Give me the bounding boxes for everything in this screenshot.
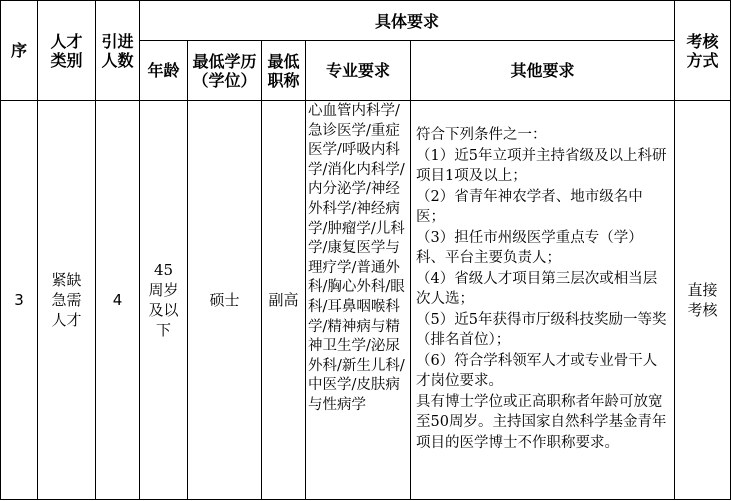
- other-line: （2）省青年神农学者、地市级名中医；: [416, 188, 643, 225]
- header-category: 人才类别: [38, 1, 96, 101]
- header-age: 年龄: [140, 41, 188, 101]
- cell-education: 硕士: [188, 101, 262, 500]
- cell-seq: 3: [1, 101, 38, 500]
- header-assessment: 考核方式: [675, 1, 731, 101]
- cell-assessment: 直接考核: [675, 101, 731, 500]
- other-line: （4）省级人才项目第三层次或相当层次人选；: [416, 270, 658, 307]
- header-seq: 序: [1, 1, 38, 101]
- cell-count: 4: [96, 101, 140, 500]
- header-other: 其他要求: [411, 41, 675, 101]
- other-line: 符合下列条件之一：: [416, 127, 547, 143]
- header-requirements: 具体要求: [140, 1, 675, 41]
- header-education: 最低学历（学位）: [188, 41, 262, 101]
- other-line: （6）符合学科领军人才或专业骨干人才岗位要求。: [416, 352, 658, 389]
- cell-category: 紧缺急需人才: [38, 101, 96, 500]
- other-line: （5）近5年获得市厅级科技奖励一等奖（排名首位）；: [416, 311, 667, 348]
- other-line: （3）担任市州级医学重点专（学）科、平台主要负责人；: [416, 229, 643, 266]
- other-line: （1）近5年立项并主持省级及以上科研项目1项及以上；: [416, 147, 667, 184]
- cell-other: [411, 101, 675, 500]
- other-line: 具有博士学位或正高职称者年龄可放宽至50周岁。主持国家自然科学基金青年项目的医学博士不作职称要求。: [416, 393, 667, 451]
- cell-major: 心血管内科学/急诊医学/重症医学/呼吸内科学/消化内科学/内分泌学/神经外科学/神经病学/肿瘤学/儿科学/康复医学与理疗学/普通外科/胸心外科/眼科/耳鼻咽喉科学/精神病与精神卫生学/泌尿外科/新生儿科/中医学/皮肤病与性病学: [306, 101, 411, 500]
- cell-title: 副高: [262, 101, 306, 500]
- header-title: 最低职称: [262, 41, 306, 101]
- header-major: 专业要求: [306, 41, 411, 101]
- header-count: 引进人数: [96, 1, 140, 101]
- cell-age: 45周岁及以下: [140, 101, 188, 500]
